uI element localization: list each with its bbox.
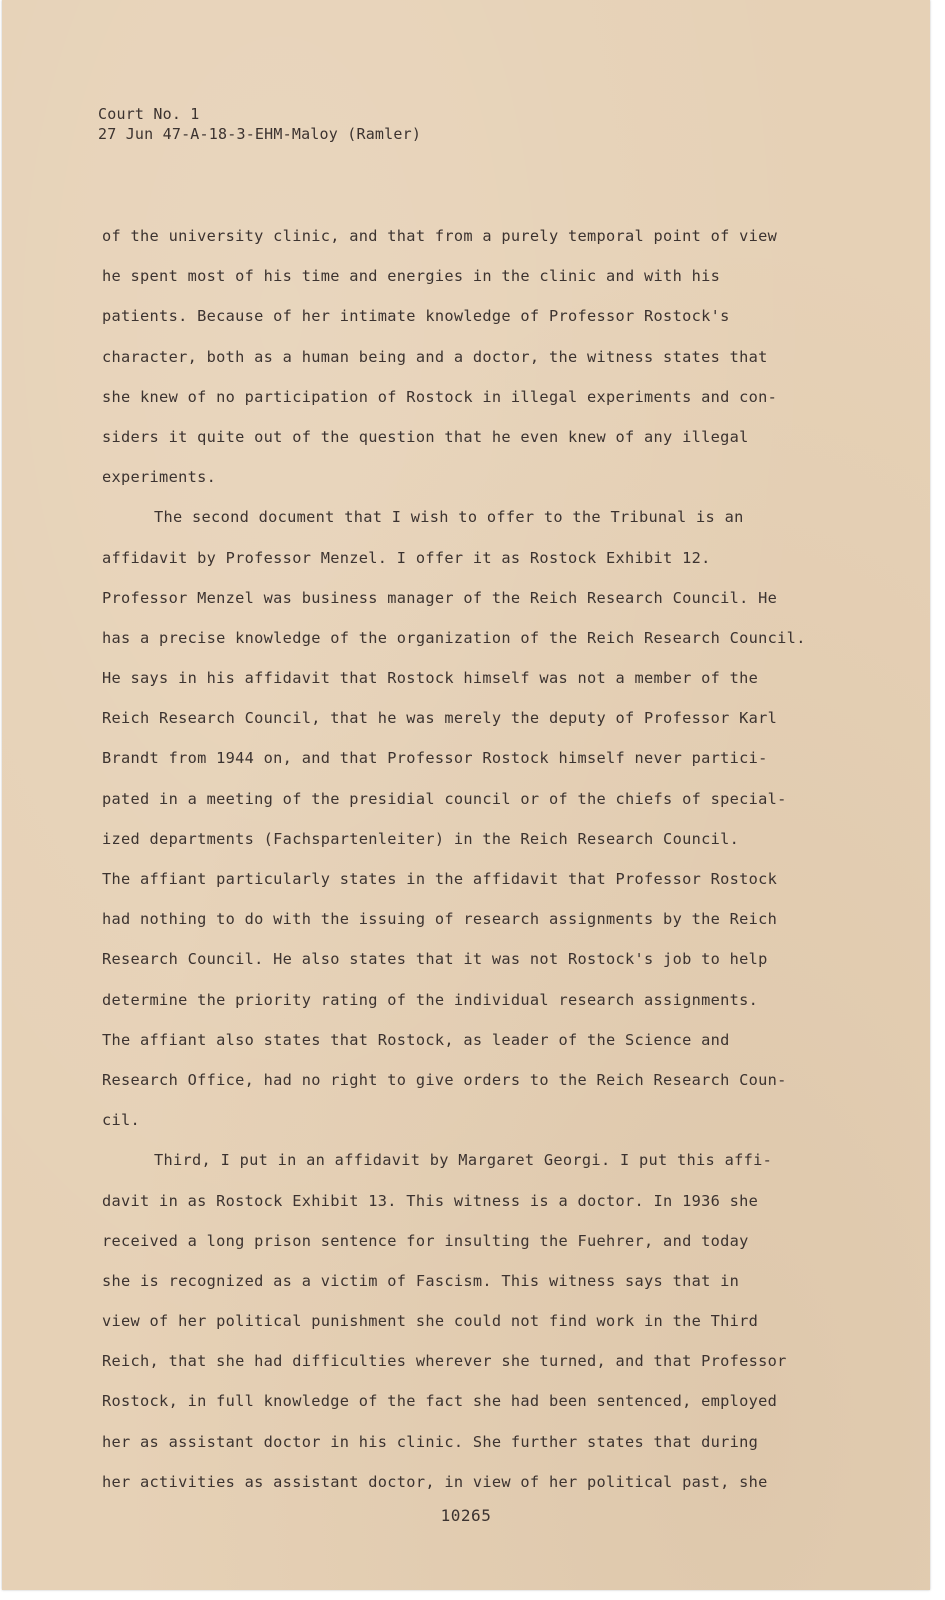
text-line: had nothing to do with the issuing of research assignments by the Reich [102, 910, 778, 929]
document-header [98, 104, 421, 144]
text-line: he spent most of his time and energies in the clinic and with his [102, 267, 721, 286]
text-line: she is recognized as a victim of Fascism. This witness says that in [102, 1271, 740, 1290]
text-line: Reich, that she had difficulties wherever she turned, and that Professor [102, 1352, 787, 1371]
text-line: Professor Menzel was business manager of the Reich Research Council. He [102, 588, 778, 607]
text-line: affidavit by Professor Menzel. I offer it as Rostock Exhibit 12. [102, 548, 711, 567]
text-line: received a long prison sentence for insulting the Fuehrer, and today [102, 1231, 749, 1250]
paragraph-start-line: The second document that I wish to offer to the Tribunal is an [154, 508, 744, 527]
text-line: siders it quite out of the question that he even knew of any illegal [102, 427, 749, 446]
text-line: view of her political punishment she could not find work in the Third [102, 1312, 759, 1331]
text-line: experiments. [102, 468, 217, 487]
text-line: has a precise knowledge of the organization of the Reich Research Council. [102, 628, 806, 647]
text-line: The affiant also states that Rostock, as leader of the Science and [102, 1030, 730, 1049]
court-number: Court No. 1 [98, 105, 200, 123]
text-line: pated in a meeting of the presidial council or of the chiefs of special- [102, 789, 787, 808]
text-line: her as assistant doctor in his clinic. She further states that during [102, 1432, 759, 1451]
text-line: her activities as assistant doctor, in view of her political past, she [102, 1472, 768, 1491]
text-line: Rostock, in full knowledge of the fact she had been sentenced, employed [102, 1392, 778, 1411]
text-line: patients. Because of her intimate knowledge of Professor Rostock's [102, 307, 730, 326]
text-line: of the university clinic, and that from a purely temporal point of view [102, 227, 778, 245]
text-line: The affiant particularly states in the affidavit that Professor Rostock [102, 870, 778, 888]
text-line: Research Council. He also states that it was not Rostock's job to help [102, 950, 768, 969]
text-line: Research Office, had no right to give orders to the Reich Research Coun- [102, 1070, 787, 1089]
text-line: He says in his affidavit that Rostock himself was not a member of the [102, 669, 759, 688]
page-number: 10265 [440, 1506, 492, 1525]
text-line: Reich Research Council, that he was merely the deputy of Professor Karl [102, 709, 778, 728]
document-page [2, 0, 930, 1590]
text-line: she knew of no participation of Rostock in illegal experiments and con- [102, 387, 778, 406]
text-line: determine the priority rating of the individual research assignments. [102, 990, 759, 1009]
text-line: cil. [102, 1111, 141, 1130]
text-line: Brandt from 1944 on, and that Professor Rostock himself never partici- [102, 749, 768, 768]
paragraph-start-line: Third, I put in an affidavit by Margaret Georgi. I put this affi- [154, 1151, 773, 1170]
text-line: character, both as a human being and a doctor, the witness states that [102, 347, 768, 366]
transcript-body [102, 216, 862, 1502]
text-line: ized departments (Fachspartenleiter) in the Reich Research Council. [102, 829, 740, 848]
transcript-reference: 27 Jun 47-A-18-3-EHM-Maloy (Ramler) [98, 125, 422, 143]
text-line: davit in as Rostock Exhibit 13. This witness is a doctor. In 1936 she [102, 1191, 759, 1210]
